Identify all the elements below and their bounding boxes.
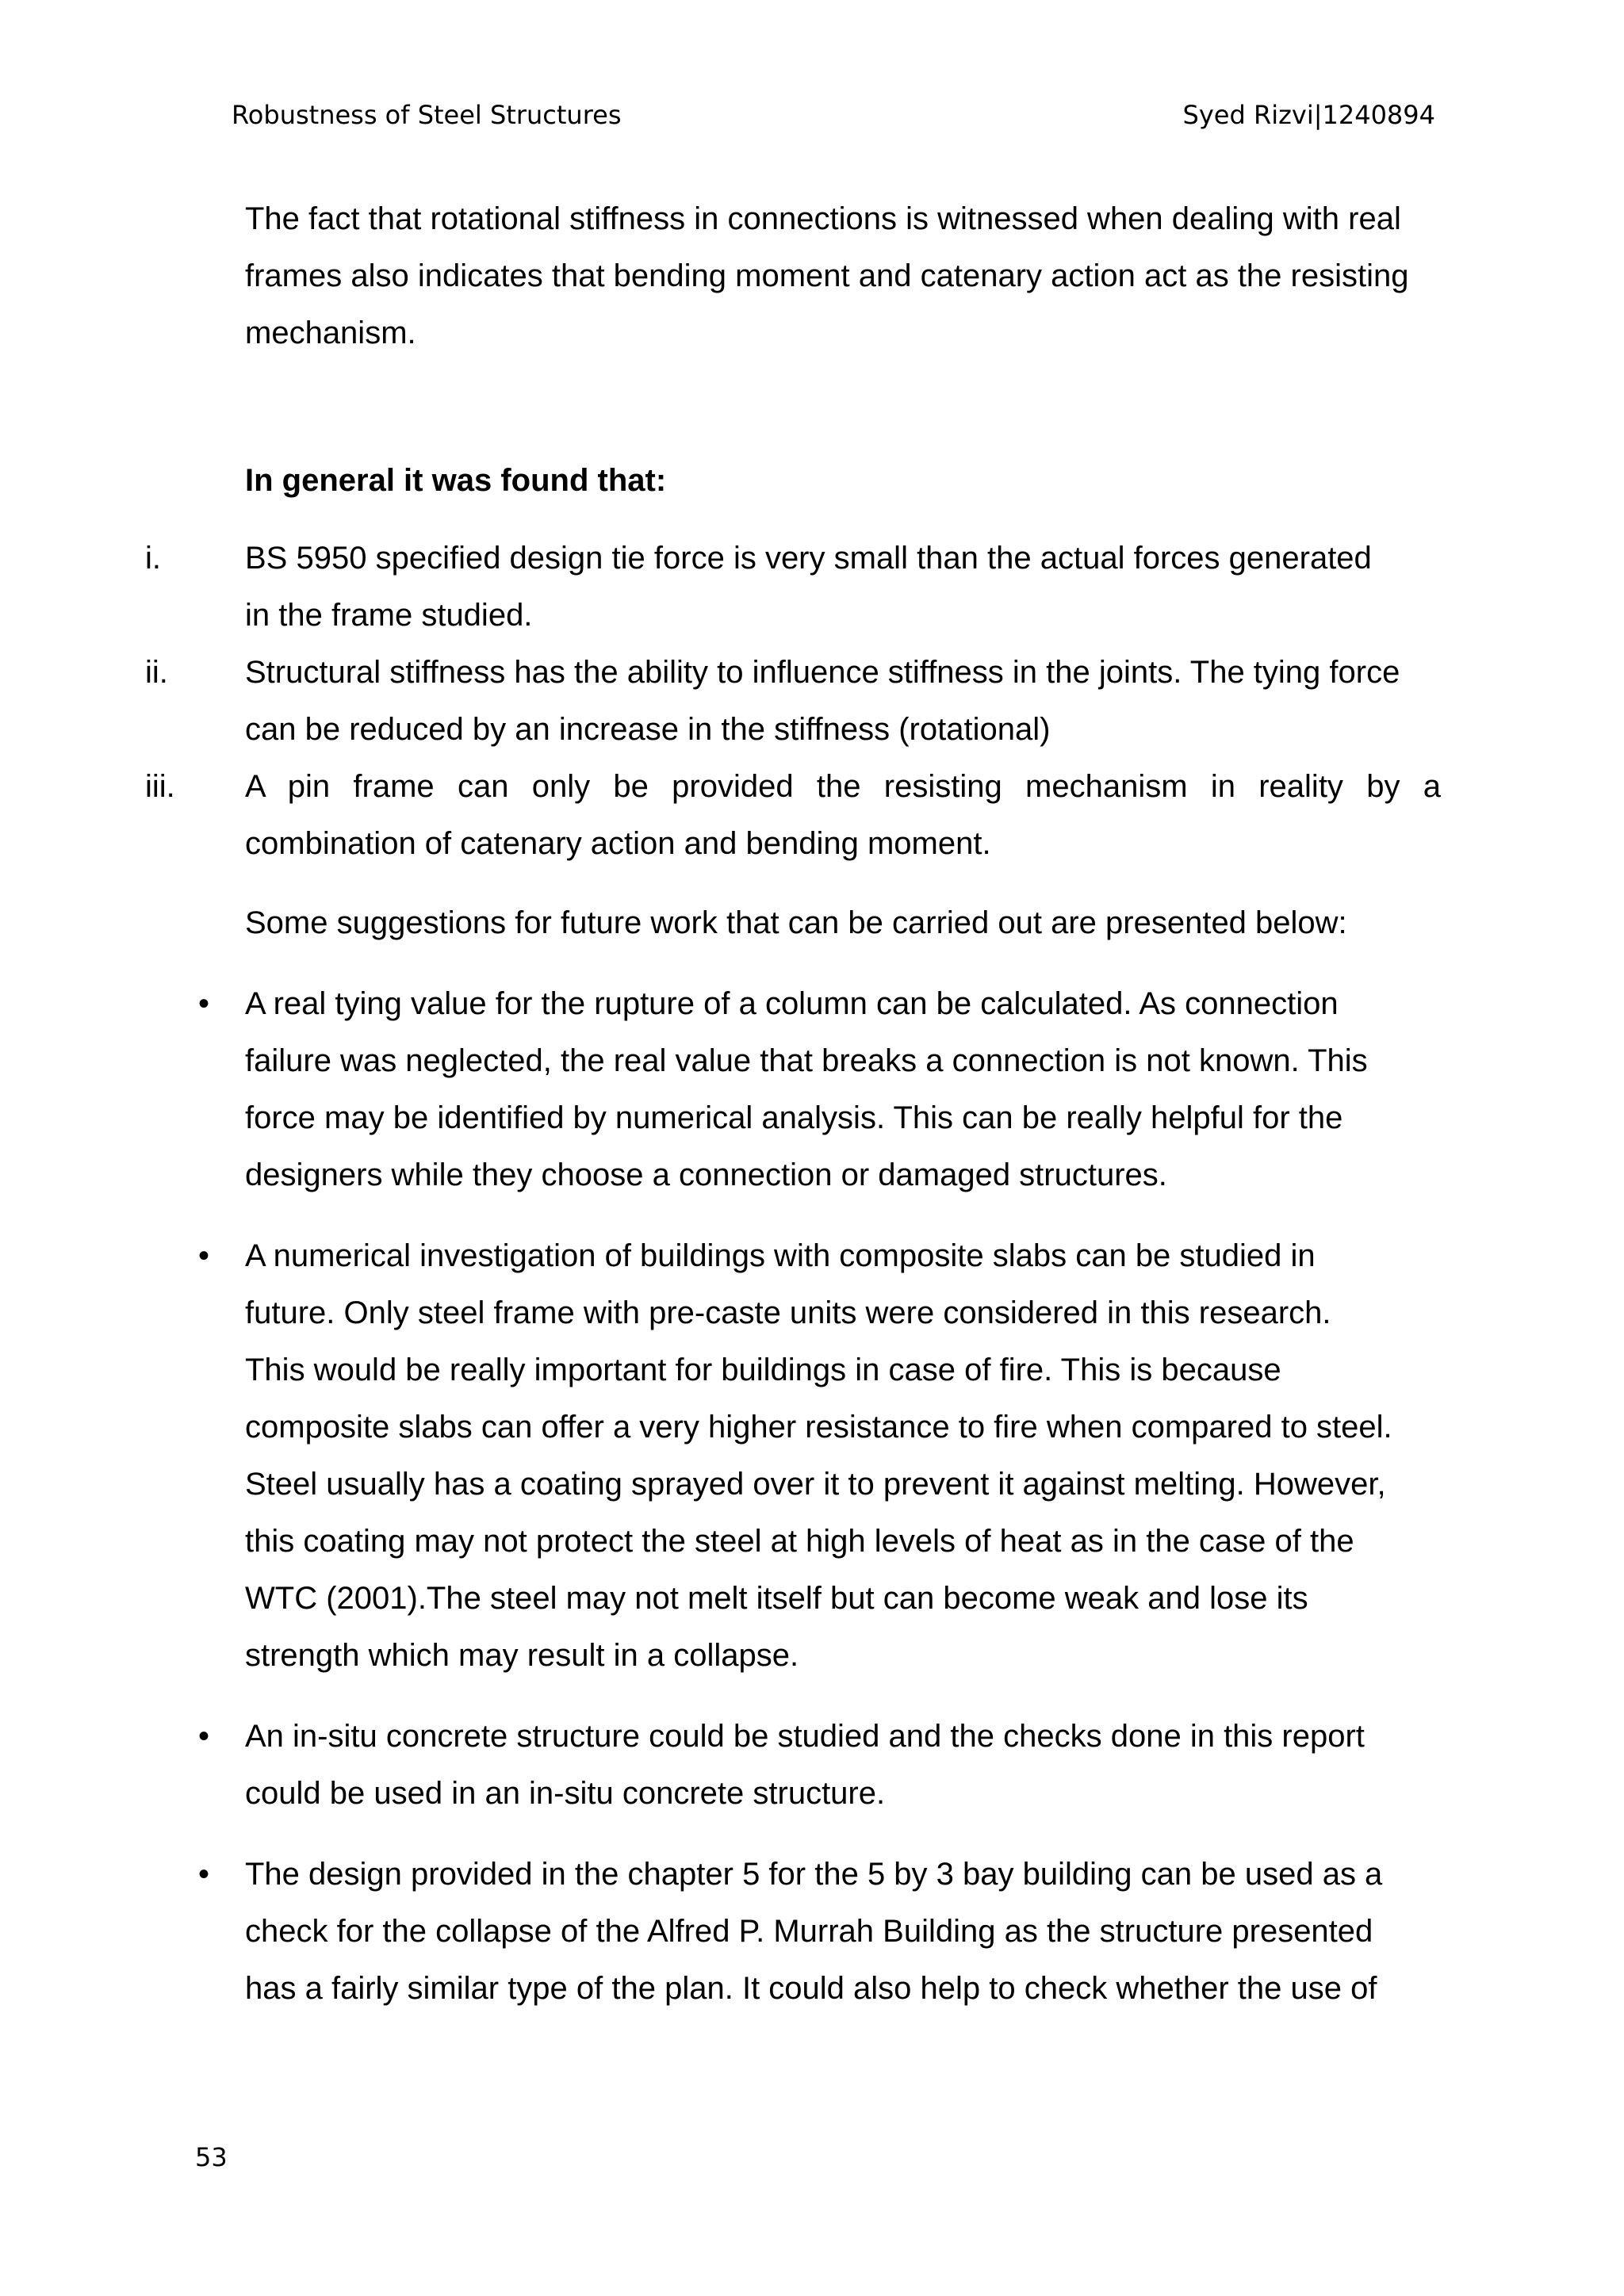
list-line: A real tying value for the rupture of a column can be calculated. As connection	[245, 986, 1339, 1021]
list-line: Steel usually has a coating sprayed over it to prevent it against melting. However,	[245, 1467, 1386, 1502]
suggestions-list	[0, 975, 1624, 2041]
list-line: this coating may not protect the steel at high levels of heat as in the case of the	[245, 1524, 1354, 1559]
list-line: A numerical investigation of buildings with composite slabs can be studied in	[245, 1238, 1316, 1273]
list-text	[245, 530, 1441, 644]
page-number: 53	[195, 2142, 228, 2172]
list-item	[0, 975, 1624, 1203]
findings-list	[0, 530, 1624, 872]
list-text	[245, 1846, 1441, 2017]
list-line: force may be identified by numerical analysis. This can be really helpful for the	[245, 1100, 1343, 1135]
list-text	[245, 975, 1441, 1203]
list-line: WTC (2001).The steel may not melt itself but can become weak and lose its	[245, 1581, 1308, 1616]
list-line: The design provided in the chapter 5 for the 5 by 3 bay building can be used as a	[245, 1857, 1383, 1892]
list-text	[245, 1227, 1441, 1684]
paragraph-line: mechanism.	[245, 316, 416, 350]
list-line: check for the collapse of the Alfred P. Murrah Building as the structure presented	[245, 1914, 1373, 1949]
document-title: Robustness of Steel Structures	[232, 100, 622, 130]
list-number: i.	[145, 541, 161, 576]
list-line: has a fairly similar type of the plan. It could also help to check whether the use of	[245, 1971, 1377, 2006]
author-id: Syed Rizvi|1240894	[1182, 100, 1435, 130]
list-item	[0, 530, 1624, 644]
list-item	[0, 644, 1624, 758]
list-number: iii.	[145, 769, 175, 804]
list-item	[0, 758, 1624, 872]
list-line: An in-situ concrete structure could be studied and the checks done in this report	[245, 1719, 1365, 1754]
list-line: This would be really important for buildings in case of fire. This is because	[245, 1353, 1281, 1387]
intro-paragraph	[245, 190, 1441, 362]
list-line: future. Only steel frame with pre-caste units were considered in this research.	[245, 1295, 1331, 1330]
findings-heading: In general it was found that:	[245, 463, 667, 498]
list-line: failure was neglected, the real value that breaks a connection is not known. This	[245, 1043, 1368, 1078]
paragraph-line: The fact that rotational stiffness in connections is witnessed when dealing with real	[245, 201, 1401, 236]
list-line: composite slabs can offer a very higher resistance to fire when compared to steel.	[245, 1410, 1392, 1445]
list-item	[0, 1708, 1624, 1822]
list-line: Structural stiffness has the ability to influence stiffness in the joints. The tying force	[245, 655, 1400, 690]
list-text	[245, 1708, 1441, 1822]
list-line: strength which may result in a collapse.	[245, 1638, 799, 1673]
list-line: can be reduced by an increase in the stiffness (rotational)	[245, 712, 1051, 747]
bullet-icon: •	[198, 1857, 210, 1892]
list-text	[245, 644, 1441, 758]
list-line: combination of catenary action and bending moment.	[245, 826, 991, 861]
list-line: in the frame studied.	[245, 598, 533, 633]
page-header	[232, 95, 1435, 135]
bullet-icon: •	[198, 986, 210, 1021]
list-number: ii.	[145, 655, 168, 690]
list-item	[0, 1227, 1624, 1684]
suggestions-intro: Some suggestions for future work that can be carried out are presented below:	[245, 905, 1347, 940]
bullet-icon: •	[198, 1719, 210, 1754]
bullet-icon: •	[198, 1238, 210, 1273]
list-line: BS 5950 specified design tie force is very small than the actual forces generated	[245, 541, 1372, 576]
list-text	[245, 758, 1441, 872]
list-line: could be used in an in-situ concrete structure.	[245, 1776, 886, 1811]
list-item	[0, 1846, 1624, 2017]
paragraph-line: frames also indicates that bending moment and catenary action act as the resisting	[245, 258, 1409, 293]
list-line: designers while they choose a connection or damaged structures.	[245, 1158, 1167, 1192]
list-line: A pin frame can only be provided the resisting mechanism in reality by a	[245, 769, 1441, 804]
